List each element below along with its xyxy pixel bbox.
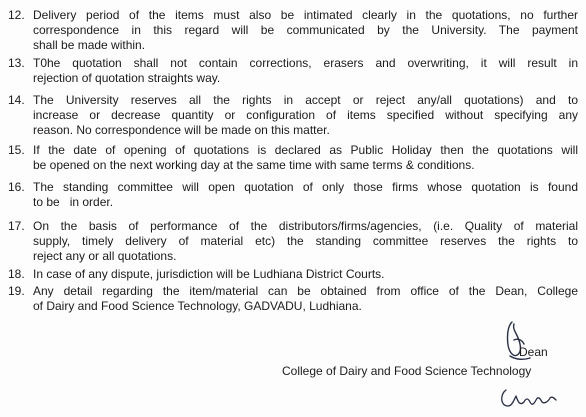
clause-line: to be in order. — [33, 195, 114, 209]
clause-line: rejection of quotation straights way. — [33, 71, 221, 85]
clause-number: 14. — [8, 93, 25, 107]
clause-line: On the basis of performance of the distributors/firms/agencies, (i.e. Quality of material — [33, 219, 578, 233]
clause-number: 18. — [8, 267, 25, 281]
clause-line: of Dairy and Food Science Technology, GADVADU, Ludhiana. — [33, 299, 362, 313]
clause-text — [33, 219, 578, 264]
clause-line: increase or decrease quantity or configuration of items specified without specifying any — [33, 108, 578, 122]
clause-line: The University reserves all the rights in accept or reject any/all quotations) and to — [33, 93, 578, 107]
clause-text — [33, 93, 578, 138]
clause-line: In case of any dispute, jurisdiction will be Ludhiana District Courts. — [33, 267, 385, 281]
clause-line: reject any or all quotations. — [33, 249, 177, 263]
clause-line: be opened on the next working day at the same time with same terms & conditions. — [33, 158, 475, 172]
clause-number: 16. — [8, 180, 25, 194]
clause-line: correspondence in this regard will be communicated by the University. The payment — [33, 23, 578, 37]
clause-number: 19. — [8, 284, 25, 298]
clause-number: 12. — [8, 8, 25, 22]
clause-text — [33, 284, 578, 314]
clause-line: reason. No correspondence will be made on this matter. — [33, 123, 330, 137]
handwritten-signature — [498, 382, 560, 412]
clause-text — [33, 8, 578, 53]
clause-text — [33, 143, 578, 173]
clause-text — [33, 180, 578, 210]
clause-line: T0he quotation shall not contain corrections, erasers and overwriting, it will result in — [33, 56, 578, 70]
clause-text — [33, 56, 578, 86]
clause-text — [33, 267, 578, 282]
clause-line: supply, timely delivery of material etc) the standing committee reserves the rights to — [33, 234, 578, 248]
signatory-title: Dean — [519, 345, 548, 359]
signatory-college: College of Dairy and Food Science Technology — [282, 364, 532, 378]
clause-number: 13. — [8, 56, 25, 70]
clause-number: 17. — [8, 219, 25, 233]
clause-line: Any detail regarding the item/material can be obtained from office of the Dean, College — [33, 284, 578, 298]
clause-line: If the date of opening of quotations is declared as Public Holiday then the quotations will — [33, 143, 578, 157]
clause-line: shall be made within. — [33, 38, 146, 52]
clause-number: 15. — [8, 143, 25, 157]
clause-line: The standing committee will open quotation of only those firms whose quotation is found — [33, 180, 578, 194]
clause-line: Delivery period of the items must also be intimated clearly in the quotations, no further — [33, 8, 578, 22]
